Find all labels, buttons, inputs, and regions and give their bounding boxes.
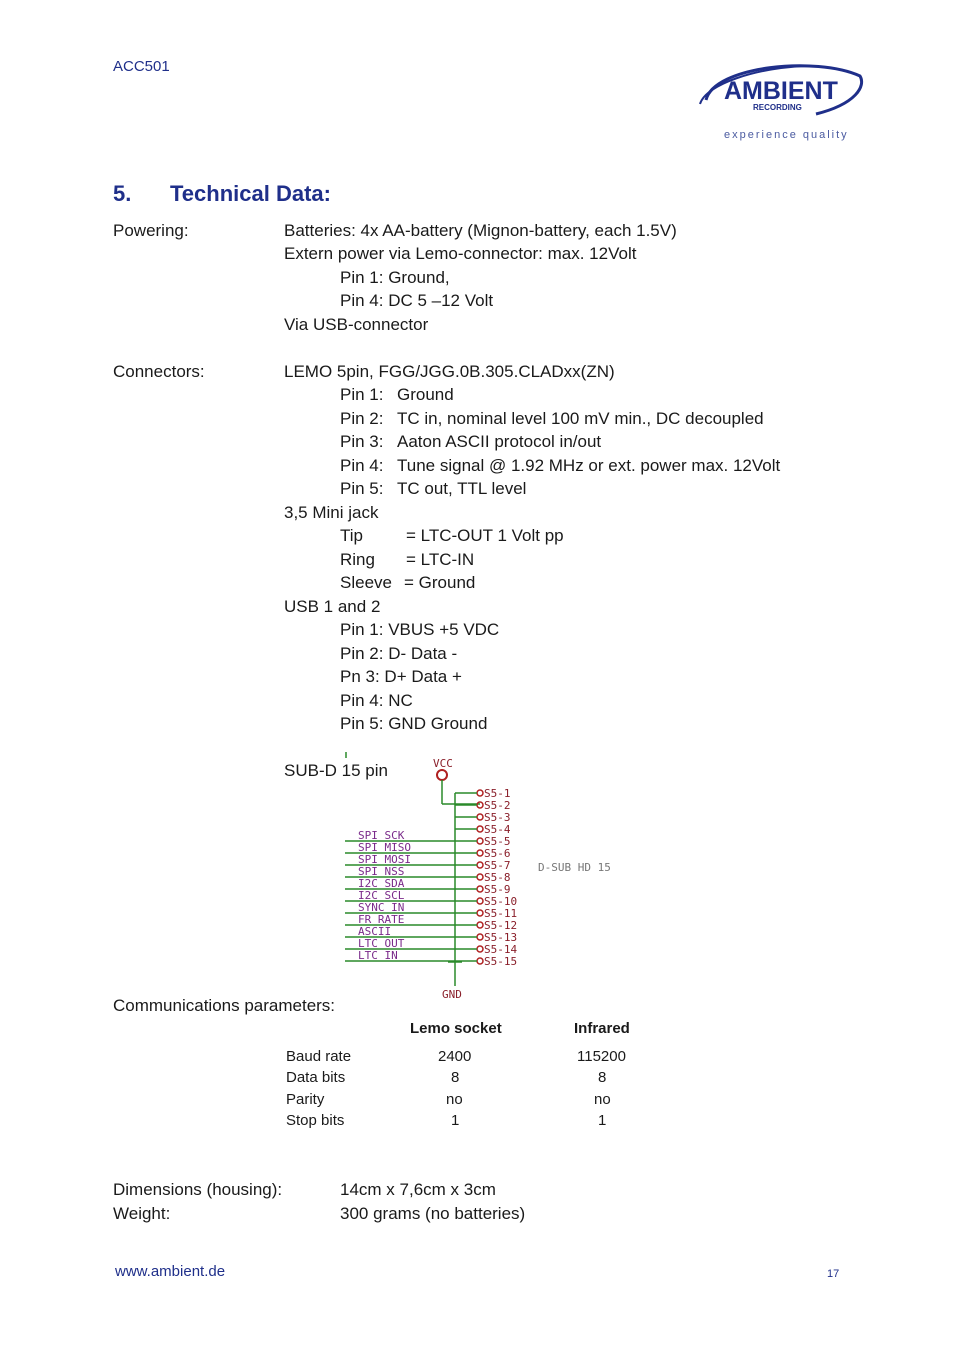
pin-contact: [477, 886, 483, 892]
comms-row-name: Parity: [286, 1091, 325, 1108]
comms-row-ir: 115200: [577, 1048, 626, 1065]
pin-label: S5-9: [484, 883, 511, 896]
lemo-pin-desc: Aaton ASCII protocol in/out: [397, 432, 602, 451]
comms-row-lemo: 1: [451, 1112, 460, 1129]
pin-contact: [477, 946, 483, 952]
lemo-pin: Pin 3:: [340, 432, 384, 451]
signal-label: ASCII: [358, 925, 392, 938]
comms-row-ir: 8: [598, 1069, 607, 1086]
weight-label: Weight:: [113, 1204, 171, 1223]
comms-label: Communications parameters:: [113, 996, 336, 1015]
logo-tagline: experience quality: [724, 129, 849, 141]
lemo-pin: Pin 5:: [340, 479, 384, 498]
lemo-pin-desc: TC in, nominal level 100 mV min., DC decoupled: [397, 409, 764, 428]
jack-title: 3,5 Mini jack: [284, 503, 379, 522]
signal-label: SPI_MOSI: [358, 853, 411, 866]
pin-contact: [477, 898, 483, 904]
dimensions-value: 14cm x 7,6cm x 3cm: [340, 1180, 496, 1199]
lemo-pin-desc: Tune signal @ 1.92 MHz or ext. power max. 12Volt: [397, 456, 781, 475]
dimensions-label: Dimensions (housing):: [113, 1180, 283, 1199]
comms-row-lemo: no: [446, 1091, 463, 1108]
pin-label: S5-1: [484, 787, 511, 800]
subd-title: SUB-D 15 pin: [284, 761, 388, 780]
pin-label: S5-5: [484, 835, 511, 848]
pin-contact: [477, 874, 483, 880]
vcc-label: VCC: [433, 757, 453, 770]
signal-label: LTC_OUT: [358, 937, 405, 950]
pin-label: S5-7: [484, 859, 511, 872]
subd-schematic: [340, 752, 640, 1002]
powering-line: Pin 1: Ground,: [340, 268, 450, 287]
usb-title: USB 1 and 2: [284, 597, 381, 616]
vcc-symbol: [437, 770, 447, 780]
signal-label: FR_RATE: [358, 913, 405, 926]
pin-label: S5-15: [484, 955, 518, 968]
lemo-pin: Pin 2:: [340, 409, 384, 428]
signal-label: I2C_SCL: [358, 889, 405, 902]
pin-contact: [477, 958, 483, 964]
comms-row-name: Stop bits: [286, 1112, 345, 1129]
logo-brand: AMBIENT: [724, 77, 838, 105]
lemo-pin: Pin 4:: [340, 456, 384, 475]
signal-label: SPI_MISO: [358, 841, 411, 854]
doc-id: ACC501: [113, 58, 170, 75]
usb-pin: Pn 3: D+ Data +: [340, 667, 462, 686]
jack-pin: Ring: [340, 550, 375, 569]
comms-row-lemo: 2400: [438, 1048, 472, 1065]
section-title: Technical Data:: [170, 181, 331, 206]
logo-sub: RECORDING: [753, 103, 802, 112]
pin-contact: [477, 826, 483, 832]
pin-contact: [477, 838, 483, 844]
signal-label: SPI_NSS: [358, 865, 405, 878]
comms-row-name: Baud rate: [286, 1048, 352, 1065]
weight-value: 300 grams (no batteries): [340, 1204, 526, 1223]
comms-header-ir: Infrared: [574, 1020, 630, 1037]
powering-line: Pin 4: DC 5 –12 Volt: [340, 291, 494, 310]
jack-pin-desc: = LTC-IN: [406, 550, 475, 569]
footer-url-link[interactable]: www.ambient.de: [115, 1263, 226, 1280]
pin-contact: [477, 922, 483, 928]
pin-label: S5-2: [484, 799, 511, 812]
powering-line: Extern power via Lemo-connector: max. 12Volt: [284, 244, 637, 263]
pin-contact: [477, 814, 483, 820]
jack-pin: Tip: [340, 526, 363, 545]
pin-contact: [477, 862, 483, 868]
usb-pin: Pin 2: D- Data -: [340, 644, 458, 663]
pin-label: S5-8: [484, 871, 511, 884]
page-number: 17: [827, 1268, 840, 1280]
pin-contact: [477, 802, 483, 808]
signal-label: SYNC_IN: [358, 901, 405, 914]
jack-pin: Sleeve: [340, 573, 392, 592]
lemo-pin: Pin 1:: [340, 385, 384, 404]
pin-label: S5-3: [484, 811, 511, 824]
pin-label: S5-12: [484, 919, 518, 932]
pin-label: S5-6: [484, 847, 511, 860]
usb-pin: Pin 1: VBUS +5 VDC: [340, 620, 500, 639]
usb-pin: Pin 5: GND Ground: [340, 714, 488, 733]
pin-label: S5-11: [484, 907, 518, 920]
pin-label: S5-14: [484, 943, 518, 956]
lemo-title: LEMO 5pin, FGG/JGG.0B.305.CLADxx(ZN): [284, 362, 615, 381]
comms-row-ir: no: [594, 1091, 611, 1108]
pin-contact: [477, 934, 483, 940]
pin-label: S5-10: [484, 895, 518, 908]
jack-pin-desc: = LTC-OUT 1 Volt pp: [406, 526, 564, 545]
connectors-label: Connectors:: [113, 362, 205, 381]
part-label: D-SUB HD 15: [538, 861, 611, 874]
comms-row-ir: 1: [598, 1112, 607, 1129]
section-number: 5.: [113, 181, 132, 206]
powering-line: Via USB-connector: [284, 315, 429, 334]
pin-contact: [477, 910, 483, 916]
gnd-label: GND: [442, 988, 462, 1001]
lemo-pin-desc: TC out, TTL level: [397, 479, 527, 498]
comms-header-lemo: Lemo socket: [410, 1020, 502, 1037]
signal-label: I2C_SDA: [358, 877, 405, 890]
comms-row-name: Data bits: [286, 1069, 346, 1086]
jack-pin-desc: = Ground: [404, 573, 476, 592]
usb-pin: Pin 4: NC: [340, 691, 413, 710]
ambient-logo: [696, 54, 866, 146]
signal-label: LTC_IN: [358, 949, 398, 962]
lemo-pin-desc: Ground: [397, 385, 454, 404]
signal-label: SPI_SCK: [358, 829, 405, 842]
pin-contact: [477, 850, 483, 856]
comms-row-lemo: 8: [451, 1069, 460, 1086]
powering-label: Powering:: [113, 221, 189, 240]
pin-contact: [477, 790, 483, 796]
powering-line: Batteries: 4x AA-battery (Mignon-battery, each 1.5V): [284, 221, 677, 240]
pin-label: S5-4: [484, 823, 511, 836]
pin-label: S5-13: [484, 931, 518, 944]
